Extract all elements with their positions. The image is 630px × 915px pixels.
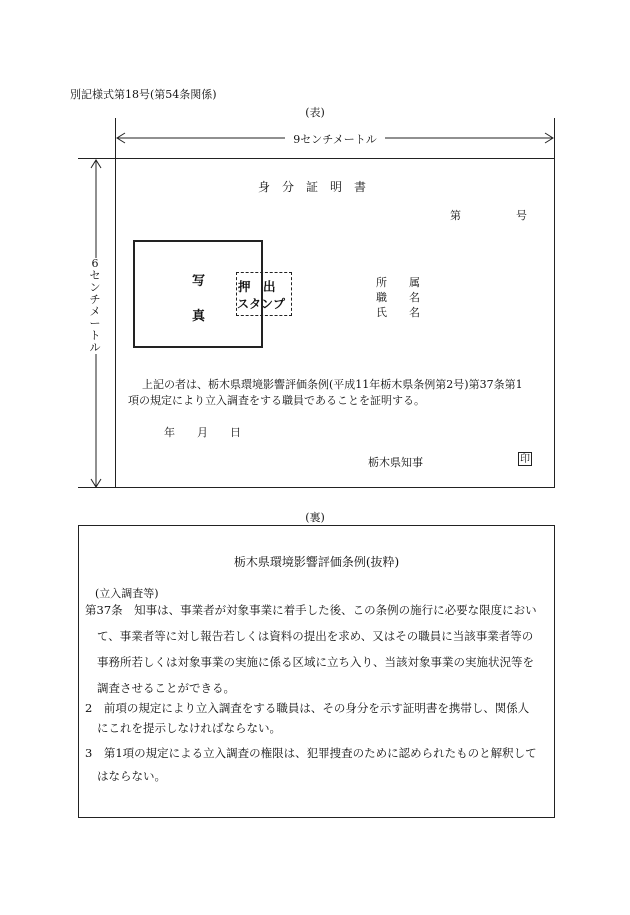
stamp-label-2: スタンプ (237, 297, 286, 311)
statement-line-1: 上記の者は、栃木県環境影響評価条例(平成11年栃木県条例第2号)第37条第1 (142, 378, 523, 391)
front-side-label: (表) (305, 106, 325, 119)
statement-line-2: 項の規定により立入調査をする職員であることを証明する。 (128, 394, 425, 407)
height-label: 6 セ ン チ メ ー ト ル (89, 257, 101, 354)
issuer: 栃木県知事 (368, 456, 423, 469)
section-heading: (立入調査等) (95, 587, 159, 600)
back-title: 栃木県環境影響評価条例(抜粋) (233, 555, 400, 569)
photo-label-1: 写 (192, 274, 206, 289)
field-position: 職 名 (376, 291, 420, 304)
seal-mark: 印 (520, 454, 530, 465)
form-label: 別記様式第18号(第54条関係) (70, 88, 217, 101)
article-37-line-2: て、事業者等に対し報告若しくは資料の提出を求め、又はその職員に当該事業者等の (97, 629, 534, 643)
paragraph-3-line-1: 3 第1項の規定による立入調査の権限は、犯罪捜査のために認められたものと解釈して (85, 746, 537, 760)
article-37-line-4: 調査させることができる。 (97, 681, 235, 695)
paragraph-2-line-2: にこれを提示しなければならない。 (97, 721, 281, 735)
field-name: 氏 名 (376, 306, 420, 319)
width-label: 9センチメートル (293, 133, 377, 146)
back-side-label: (裏) (305, 511, 325, 524)
article-37-line-1: 第37条 知事は、事業者が対象事業に着手した後、この条例の施行に必要な限度におい (85, 603, 537, 617)
paragraph-3-line-2: はならない。 (97, 769, 166, 783)
number-label: 第 号 (450, 209, 527, 222)
field-affiliation: 所 属 (376, 276, 420, 289)
issue-date: 年 月 日 (164, 426, 241, 439)
front-title: 身 分 証 明 書 (258, 180, 367, 194)
stamp-label-1: 押 出 (238, 279, 276, 294)
photo-label-2: 真 (192, 309, 206, 324)
article-37-line-3: 事務所若しくは対象事業の実施に係る区域に立ち入り、当該対象事業の実施状況等を (97, 655, 534, 669)
paragraph-2-line-1: 2 前項の規定により立入調査をする職員は、その身分を示す証明書を携帯し、関係人 (85, 701, 530, 715)
